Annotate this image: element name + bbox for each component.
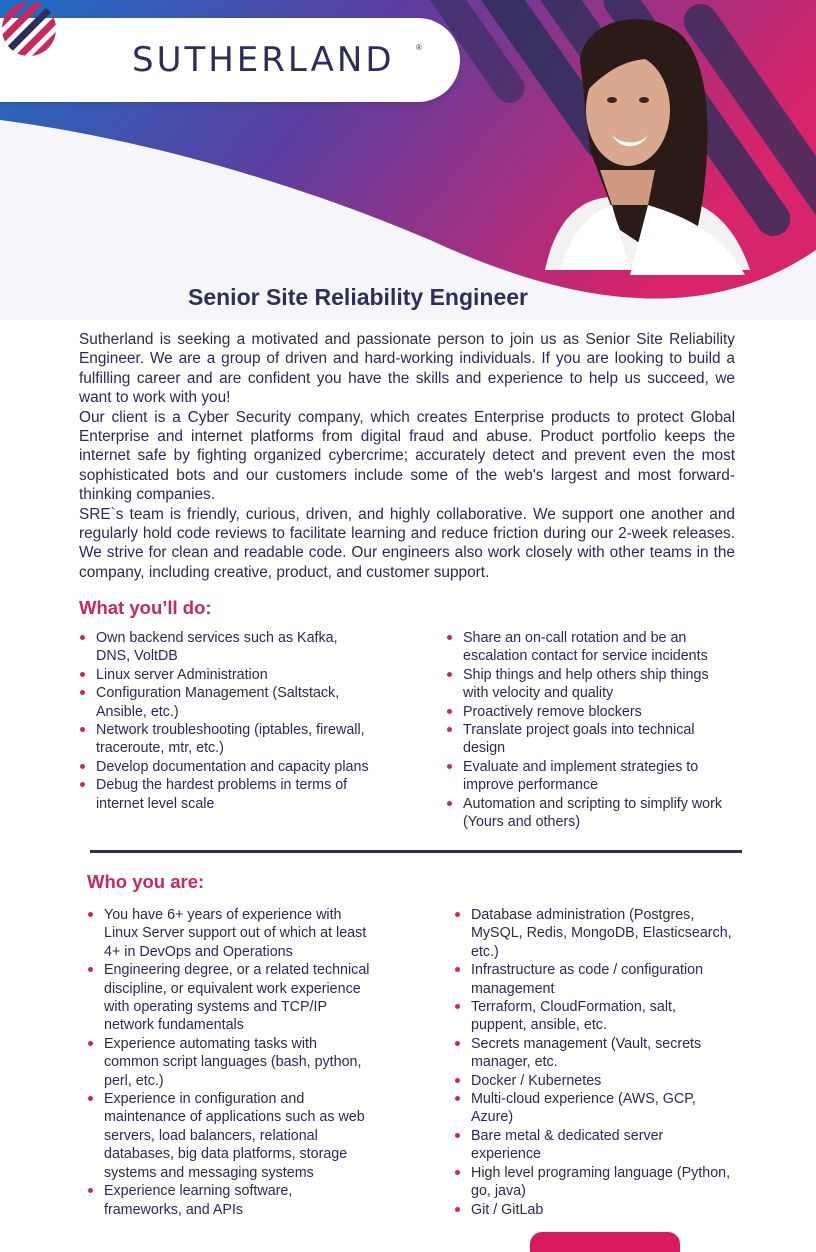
- who-you-are-list-left: [87, 906, 371, 1219]
- list-item: Share an on-call rotation and be an escalation contact for service incidents: [446, 629, 736, 666]
- apply-button-partial[interactable]: [530, 1232, 680, 1252]
- section-divider: [90, 850, 742, 853]
- list-item: Translate project goals into technical design: [446, 721, 736, 758]
- who-you-are-heading: Who you are:: [87, 871, 205, 892]
- list-item: Experience in configuration and maintenance of applications such as web servers, load balancers, relational databases, big data platforms, storage systems and messaging systems: [87, 1090, 371, 1182]
- intro-text: [79, 330, 735, 582]
- sutherland-logo-icon: [0, 0, 58, 58]
- list-item: Bare metal & dedicated server experience: [454, 1127, 732, 1164]
- list-item: High level programing language (Python, go, java): [454, 1164, 732, 1201]
- intro-paragraph: SRE`s team is friendly, curious, driven, and highly collaborative. We support one another and regularly hold code reviews to facilitate learning and reduce friction during our 2-week releases. We strive for clean and readable code. Our engineers also work closely with other teams in the company, including creative, product, and customer support.: [79, 505, 735, 581]
- list-item: Multi-cloud experience (AWS, GCP, Azure): [454, 1090, 732, 1127]
- list-item: Docker / Kubernetes: [454, 1072, 732, 1090]
- registered-mark: ®: [416, 43, 422, 52]
- what-you-do-list-left: [79, 629, 371, 813]
- list-item: Ship things and help others ship things with velocity and quality: [446, 666, 736, 703]
- list-item: Configuration Management (Saltstack, Ansible, etc.): [79, 684, 371, 721]
- list-item: Linux server Administration: [79, 666, 371, 684]
- list-item: Engineering degree, or a related technical discipline, or equivalent work experience with operating systems and TCP/IP network fundamentals: [87, 961, 371, 1035]
- list-item: Infrastructure as code / configuration management: [454, 961, 732, 998]
- intro-paragraph: Our client is a Cyber Security company, which creates Enterprise products to protect Global Enterprise and internet platforms from digital fraud and abuse. Product portfolio keeps the internet safe by fighting organized cybercrime; accurately detect and prevent even the most sophisticated bots and our customers include some of the web's largest and most forward-thinking companies.: [79, 408, 735, 504]
- who-you-are-list-right: [454, 906, 732, 1219]
- list-item: Git / GitLab: [454, 1201, 732, 1219]
- what-you-do-list-right: [446, 629, 736, 831]
- hero-banner: [0, 0, 816, 320]
- intro-paragraph: Sutherland is seeking a motivated and passionate person to join us as Senior Site Reliability Engineer. We are a group of driven and hard-working individuals. If you are looking to build a fulfilling career and are confident you have the skills and experience to help us succeed, we want to work with you!: [79, 331, 735, 407]
- list-item: Debug the hardest problems in terms of internet level scale: [79, 776, 371, 813]
- list-item: Network troubleshooting (iptables, firewall, traceroute, mtr, etc.): [79, 721, 371, 758]
- list-item: Experience automating tasks with common script languages (bash, python, perl, etc.): [87, 1035, 371, 1090]
- list-item: Database administration (Postgres, MySQL, Redis, MongoDB, Elasticsearch, etc.): [454, 906, 732, 961]
- list-item: Develop documentation and capacity plans: [79, 758, 371, 776]
- list-item: Terraform, CloudFormation, salt, puppent, ansible, etc.: [454, 998, 732, 1035]
- list-item: Own backend services such as Kafka, DNS, VoltDB: [79, 629, 371, 666]
- job-title: Senior Site Reliability Engineer: [188, 284, 528, 310]
- list-item: You have 6+ years of experience with Linux Server support out of which at least 4+ in DevOps and Operations: [87, 906, 371, 961]
- list-item: Automation and scripting to simplify work (Yours and others): [446, 795, 736, 832]
- list-item: Proactively remove blockers: [446, 703, 736, 721]
- what-you-do-heading: What you’ll do:: [79, 597, 212, 618]
- list-item: Evaluate and implement strategies to improve performance: [446, 758, 736, 795]
- list-item: Experience learning software, frameworks, and APIs: [87, 1182, 371, 1219]
- list-item: Secrets management (Vault, secrets manager, etc.: [454, 1035, 732, 1072]
- brand-name: SUTHERLAND: [132, 40, 395, 80]
